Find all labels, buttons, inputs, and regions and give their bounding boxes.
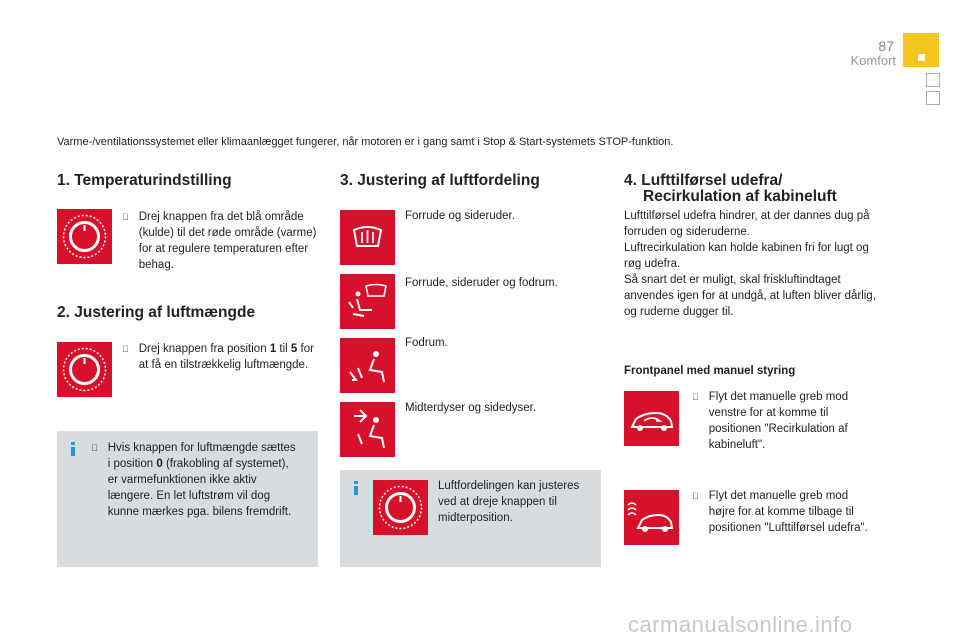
- section4-bullet-recirculation: Flyt det manuelle greb mod venstre for at komme til positionen "Recirkulation af kabineluft".: [705, 391, 845, 451]
- section4-bullet-fresh-air: Flyt det manuelle greb mod højre for at komme tilbage til positionen "Lufttilførsel udefra".: [705, 490, 865, 534]
- recirculation-car-icon: [624, 391, 679, 446]
- info-icon: [66, 442, 80, 456]
- section2-bullet: Drej knappen fra position 1 til 5 for at få en tilstrækkelig luftmængde.: [137, 343, 313, 371]
- distribution-label: Midterdyser og sidedyser.: [405, 402, 537, 414]
- temperature-knob-icon: [57, 209, 112, 264]
- section1-bullet: Drej knappen fra det blå område (kulde) til det røde område (varme) for at regulere temperaturen efter behag.: [135, 211, 314, 271]
- fan-speed-knob-icon: [57, 342, 112, 397]
- feet-airflow-icon: [340, 338, 395, 393]
- section-label: Komfort: [850, 53, 896, 68]
- chapter-tab-active[interactable]: [903, 33, 939, 67]
- section2-title: 2. Justering af luftmængde: [57, 304, 256, 321]
- face-vents-icon: [340, 402, 395, 457]
- windscreen-and-feet-icon: [340, 274, 395, 329]
- section4-body: Lufttilførsel udefra hindrer, at der dannes dug på forruden og sideruderne. Luftrecirkulation kan holde kabinen fri for lugt og røg udefra. Så snart det er muligt, skal friskluftindtaget anvendes igen for at undgå, at luften bliver dårlig, og ruderne dugger til.: [624, 210, 876, 318]
- fresh-air-car-icon: [624, 490, 679, 545]
- page-number: 87: [878, 38, 894, 54]
- note-distribution-text: Luftfordelingen kan justeres ved at dreje knappen til midterposition.: [438, 480, 580, 524]
- distribution-label: Fodrum.: [405, 337, 448, 349]
- windscreen-defrost-icon: [340, 210, 395, 265]
- chapter-tab[interactable]: [926, 91, 940, 105]
- section1-title: 1. Temperaturindstilling: [57, 172, 232, 189]
- distribution-label: Forrude, sideruder og fodrum.: [405, 277, 558, 289]
- info-icon: [349, 481, 363, 495]
- note-airflow-text: Hvis knappen for luftmængde sættes i position 0 (frakobling af systemet), er varmefunktionen ikke aktiv længere. En let luftstrøm vil dog kunne mærkes pga. bilens fremdrift.: [103, 442, 297, 518]
- chapter-tab[interactable]: [926, 73, 940, 87]
- distribution-label: Forrude og sideruder.: [405, 210, 515, 222]
- intro-text: Varme-/ventilationssystemet eller klimaanlægget fungerer, når motoren er i gang samt i Stop & Start-systemets STOP-funktion.: [57, 136, 674, 148]
- section4-title-line2: Recirkulation af kabineluft: [643, 188, 837, 205]
- distribution-knob-icon: [373, 480, 428, 535]
- watermark: carmanualsonline.info: [628, 612, 853, 637]
- note-panel-airflow: [57, 431, 318, 567]
- section4-title-line1: 4. Lufttilførsel udefra/: [624, 172, 783, 189]
- note-panel-distribution: [340, 470, 601, 567]
- section4-subheading: Frontpanel med manuel styring: [624, 365, 796, 377]
- section3-title: 3. Justering af luftfordeling: [340, 172, 540, 189]
